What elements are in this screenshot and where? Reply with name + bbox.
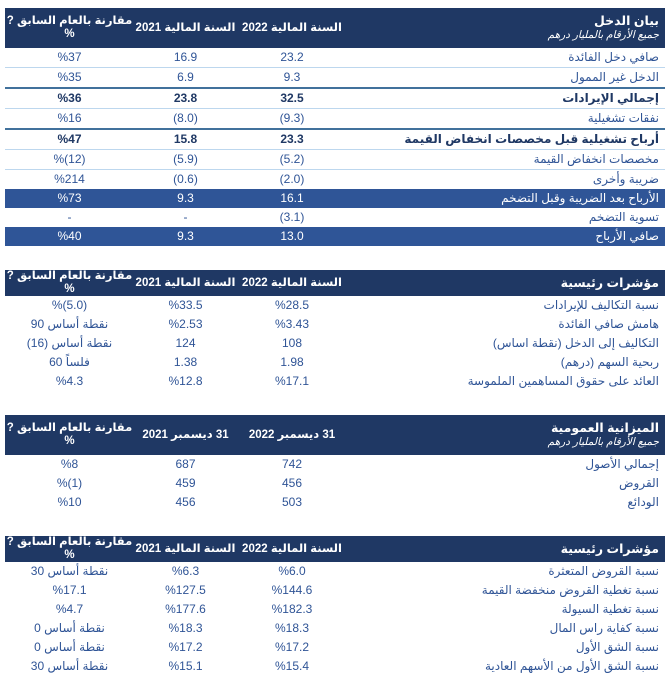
table-row	[5, 372, 665, 391]
value-fy2022: (2.0)	[279, 172, 305, 186]
table-row	[5, 455, 665, 474]
table-row	[5, 334, 665, 353]
row-label: أرباح تشغيلية قبل مخصصات انخفاض القيمة	[347, 129, 665, 150]
column-header-fy2021: السنة المالية 2021	[134, 536, 237, 562]
row-label: هامش صافي الفائدة	[558, 317, 659, 331]
value-fy2022: 23.3	[237, 129, 347, 150]
column-header-change: مقارنة بالعام السابق ?%	[6, 536, 133, 561]
value-fy2021: 124	[175, 336, 196, 350]
value-change: %47	[5, 129, 134, 150]
value-fy2022: 503	[281, 495, 303, 509]
row-label: نسبة تغطية السيولة	[561, 602, 659, 616]
income-statement-table	[5, 8, 665, 246]
value-fy2021: %17.2	[168, 640, 203, 654]
row-label: نسبة كفاية راس المال	[549, 621, 659, 635]
value-fy2021: 456	[175, 495, 196, 509]
value-fy2021: 1.38	[173, 355, 198, 369]
key-indicators-2-table	[5, 536, 665, 676]
value-change: %(12)	[5, 150, 134, 170]
value-fy2022: 13.0	[237, 227, 347, 246]
table-subtitle: جميع الأرقام بالمليار درهم	[547, 435, 659, 448]
value-fy2022: 742	[281, 457, 303, 471]
value-fy2021: %6.3	[171, 564, 200, 578]
column-header-change: مقارنة بالعام السابق ?%	[5, 415, 134, 455]
row-label: نفقات تشغيلية	[347, 109, 665, 130]
value-change: 60 فلساً	[49, 355, 90, 369]
value-fy2022: %18.3	[274, 621, 310, 635]
value-change: 0 نقطة أساس	[34, 621, 105, 635]
column-header-fy2022: السنة المالية 2022	[237, 536, 347, 562]
row-label: نسبة تغطية القروض منخفضة القيمة	[481, 583, 659, 597]
value-fy2021: %2.53	[168, 317, 203, 331]
table-title-cell	[347, 270, 665, 296]
table-row	[5, 68, 665, 89]
value-change: 30 نقطة أساس	[30, 564, 109, 578]
value-change: %4.3	[55, 374, 84, 388]
value-fy2022: 1.98	[280, 355, 304, 369]
value-fy2021: 23.8	[134, 88, 237, 109]
value-fy2022: %17.1	[274, 374, 310, 388]
value-change: %214	[54, 172, 85, 186]
column-header-fy2022: السنة المالية 2022	[237, 270, 347, 296]
row-label: الدخل غير الممول	[347, 68, 665, 89]
value-change: %(5.0)	[51, 298, 88, 312]
row-label: صافي دخل الفائدة	[347, 48, 665, 68]
value-fy2021: 9.3	[134, 227, 237, 246]
value-fy2022: 108	[281, 336, 303, 350]
value-fy2021: (8.0)	[134, 109, 237, 130]
table-title: الميزانية العمومية	[550, 420, 659, 435]
table-header-band	[5, 536, 665, 562]
table-header-band	[5, 8, 665, 48]
table-row	[5, 208, 665, 227]
table-row	[5, 227, 665, 246]
value-fy2021: 16.9	[134, 48, 237, 68]
row-label: مخصصات انخفاض القيمة	[347, 150, 665, 170]
value-change: %36	[5, 88, 134, 109]
value-change: %17.1	[52, 583, 87, 597]
value-fy2022: (5.2)	[237, 150, 347, 170]
table-subtitle: جميع الأرقام بالمليار درهم	[547, 28, 659, 41]
table-row	[5, 109, 665, 130]
value-change: 0 نقطة أساس	[34, 640, 105, 654]
value-change: %37	[5, 48, 134, 68]
column-header-fy2021: 31 ديسمبر 2021	[134, 415, 237, 455]
row-label: القروض	[619, 476, 659, 490]
value-change: -	[67, 210, 72, 224]
column-header-change: مقارنة بالعام السابق ?%	[6, 270, 133, 295]
table-title: مؤشرات رئيسية	[560, 275, 659, 290]
table-header-band	[5, 270, 665, 296]
value-change: %(1)	[56, 476, 83, 490]
table-row	[5, 474, 665, 493]
table-row	[5, 493, 665, 512]
column-header-fy2021: السنة المالية 2021	[134, 8, 237, 48]
row-label: نسبة الشق الأول من الأسهم العادية	[484, 659, 659, 673]
value-change: %40	[5, 227, 134, 246]
row-label: نسبة القروض المتعثرة	[548, 564, 659, 578]
table-row	[5, 296, 665, 315]
value-fy2022: 32.5	[237, 88, 347, 109]
table-row	[5, 189, 665, 208]
table-title-cell	[347, 536, 665, 562]
value-change: 90 نقطة أساس	[30, 317, 109, 331]
value-change: %10	[57, 495, 82, 509]
value-fy2022: 456	[281, 476, 303, 490]
table-header-band	[5, 415, 665, 455]
value-fy2022: %28.5	[274, 298, 310, 312]
value-fy2022: %6.0	[278, 564, 306, 578]
table-row	[5, 150, 665, 170]
row-label: إجمالي الإيرادات	[347, 88, 665, 109]
row-label: إجمالي الأصول	[585, 457, 659, 471]
value-fy2022: (9.3)	[237, 109, 347, 130]
table-row	[5, 129, 665, 150]
row-label: تسوية التضخم	[588, 210, 659, 224]
table-row	[5, 619, 665, 638]
table-title-cell	[347, 415, 665, 455]
table-title: مؤشرات رئيسية	[560, 541, 659, 556]
value-fy2022: %144.6	[271, 583, 313, 597]
value-change: 30 نقطة أساس	[30, 659, 109, 673]
row-label: التكاليف إلى الدخل (نقطة اساس)	[492, 336, 659, 350]
row-label: العائد على حقوق المساهمين الملموسة	[467, 374, 659, 388]
value-fy2022: 9.3	[237, 68, 347, 89]
value-fy2021: (0.6)	[173, 172, 198, 186]
row-label: ربحية السهم (درهم)	[560, 355, 659, 369]
value-fy2022: 16.1	[237, 189, 347, 208]
value-fy2021: %12.8	[168, 374, 203, 388]
column-header-fy2021: السنة المالية 2021	[134, 270, 237, 296]
value-fy2021: -	[183, 210, 188, 224]
value-change: %35	[5, 68, 134, 89]
table-row	[5, 88, 665, 109]
table-row	[5, 353, 665, 372]
table-title-cell	[347, 8, 665, 48]
value-fy2021: (5.9)	[134, 150, 237, 170]
value-fy2022: 23.2	[237, 48, 347, 68]
row-label: ضريبة وأخرى	[592, 172, 659, 186]
value-fy2021: %18.3	[168, 621, 203, 635]
column-header-fy2022: 31 ديسمبر 2022	[237, 415, 347, 455]
value-fy2022: %3.43	[274, 317, 310, 331]
value-fy2022: %17.2	[274, 640, 310, 654]
key-indicators-table	[5, 270, 665, 391]
value-fy2021: 687	[175, 457, 196, 471]
table-row	[5, 600, 665, 619]
value-fy2022: %182.3	[271, 602, 313, 616]
value-fy2021: 6.9	[134, 68, 237, 89]
table-row	[5, 581, 665, 600]
table-row	[5, 315, 665, 334]
table-row	[5, 48, 665, 68]
value-fy2021: %177.6	[165, 602, 206, 616]
value-fy2021: 9.3	[134, 189, 237, 208]
value-change: %16	[5, 109, 134, 130]
value-change: %73	[5, 189, 134, 208]
value-fy2021: %33.5	[168, 298, 203, 312]
column-header-change: مقارنة بالعام السابق ?%	[5, 8, 134, 48]
table-row	[5, 638, 665, 657]
value-change: %8	[60, 457, 79, 471]
row-label: صافي الأرباح	[347, 227, 665, 246]
value-fy2021: 15.8	[134, 129, 237, 150]
table-row	[5, 562, 665, 581]
value-fy2022: %15.4	[274, 659, 310, 673]
row-label: الودائع	[627, 495, 659, 509]
value-fy2022: (3.1)	[279, 210, 305, 224]
value-fy2021: %127.5	[165, 583, 206, 597]
value-fy2021: %15.1	[168, 659, 203, 673]
value-change: %4.7	[55, 602, 84, 616]
row-label: نسبة الشق الأول	[575, 640, 659, 654]
value-change: (16) نقطة أساس	[26, 336, 113, 350]
value-fy2021: 459	[175, 476, 196, 490]
row-label: الأرباح بعد الضريبة وقبل التضخم	[347, 189, 665, 208]
balance-sheet-table	[5, 415, 665, 512]
table-row	[5, 170, 665, 190]
table-title: بيان الدخل	[594, 13, 659, 28]
row-label: نسبة التكاليف للإيرادات	[543, 298, 659, 312]
column-header-fy2022: السنة المالية 2022	[237, 8, 347, 48]
